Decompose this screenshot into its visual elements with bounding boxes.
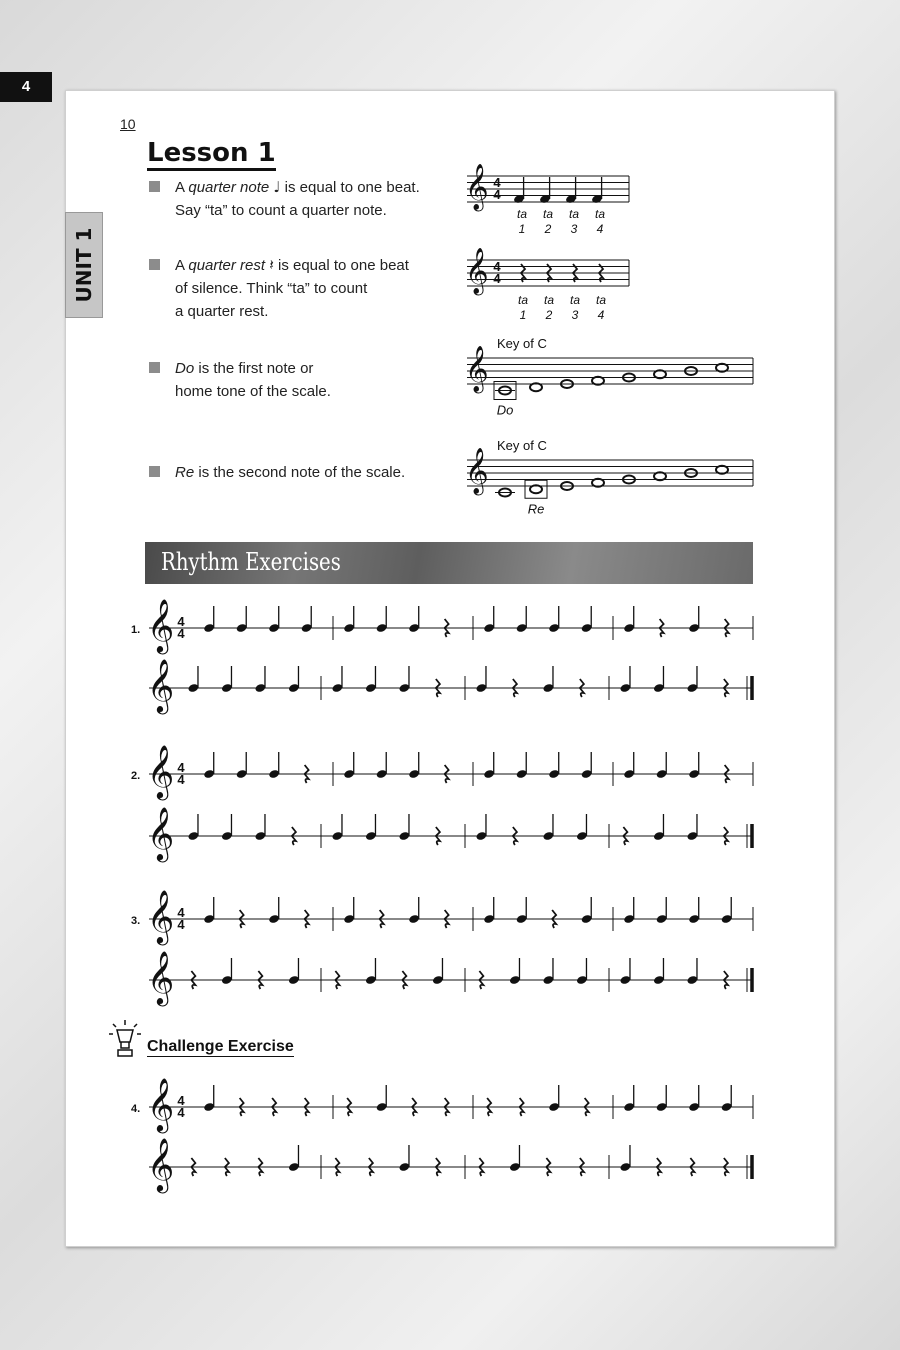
page-number: 10 bbox=[120, 116, 136, 132]
count-syllable: ta bbox=[517, 293, 529, 307]
treble-clef-icon: 𝄞 bbox=[147, 743, 175, 798]
term: quarter note bbox=[188, 179, 270, 196]
lesson-title: Lesson 1 bbox=[147, 138, 276, 171]
treble-clef-icon: 𝄞 bbox=[465, 164, 489, 211]
count-number: 4 bbox=[597, 308, 605, 322]
time-signature-top: 4 bbox=[177, 1093, 185, 1108]
treble-clef-icon: 𝄞 bbox=[147, 888, 175, 943]
music-notation bbox=[65, 90, 835, 1247]
section-title: Rhythm Exercises bbox=[161, 548, 341, 576]
count-syllable: ta bbox=[569, 293, 581, 307]
term: quarter rest bbox=[188, 257, 266, 274]
whole-note bbox=[530, 383, 542, 391]
key-label: Key of C bbox=[497, 438, 547, 453]
time-signature-bottom: 4 bbox=[177, 1105, 185, 1120]
count-number: 2 bbox=[544, 222, 552, 236]
exercise-number: 1. bbox=[131, 624, 141, 636]
time-signature-top: 4 bbox=[177, 905, 185, 920]
count-syllable: ta bbox=[516, 207, 528, 221]
count-number: 3 bbox=[570, 222, 578, 236]
time-signature-top: 4 bbox=[493, 175, 501, 190]
time-signature-bottom: 4 bbox=[493, 271, 501, 286]
time-signature-bottom: 4 bbox=[177, 917, 185, 932]
count-syllable: ta bbox=[595, 293, 607, 307]
bullet-do: Do is the first note or home tone of the scale. bbox=[149, 357, 449, 403]
treble-clef-icon: 𝄞 bbox=[147, 1076, 175, 1131]
time-signature-top: 4 bbox=[177, 760, 185, 775]
quarter-rest-icon: 𝄽 bbox=[269, 256, 274, 274]
scale-note-label: Re bbox=[527, 501, 545, 517]
count-number: 4 bbox=[596, 222, 604, 236]
time-signature-top: 4 bbox=[177, 614, 185, 629]
time-signature-bottom: 4 bbox=[177, 772, 185, 787]
treble-clef-icon: 𝄞 bbox=[465, 448, 489, 495]
treble-clef-icon: 𝄞 bbox=[147, 949, 175, 1004]
time-signature-bottom: 4 bbox=[493, 187, 501, 202]
key-label: Key of C bbox=[497, 336, 547, 351]
scale-note-label: Do bbox=[496, 402, 514, 418]
workbook-page bbox=[65, 90, 835, 1247]
bullet-quarter-rest: A quarter rest 𝄽 is equal to one beat of silence. Think “ta” to count a quarter rest. bbox=[149, 254, 449, 323]
time-signature-top: 4 bbox=[493, 259, 501, 274]
treble-clef-icon: 𝄞 bbox=[147, 597, 175, 652]
treble-clef-icon: 𝄞 bbox=[147, 805, 175, 860]
quarter-note-icon: ♩ bbox=[273, 178, 281, 196]
term: Re bbox=[175, 464, 195, 481]
count-number: 1 bbox=[519, 308, 527, 322]
count-number: 1 bbox=[518, 222, 526, 236]
count-number: 2 bbox=[545, 308, 553, 322]
exercise-number: 4. bbox=[131, 1103, 141, 1115]
count-number: 3 bbox=[571, 308, 579, 322]
time-signature-bottom: 4 bbox=[177, 626, 185, 641]
count-syllable: ta bbox=[568, 207, 580, 221]
bullet-re: Re is the second note of the scale. bbox=[149, 461, 449, 484]
bullet-quarter-note: A quarter note ♩ is equal to one beat. Say “ta” to count a quarter note. bbox=[149, 176, 449, 222]
exercise-number: 2. bbox=[131, 770, 141, 782]
count-syllable: ta bbox=[594, 207, 606, 221]
count-syllable: ta bbox=[543, 293, 555, 307]
highlight-box bbox=[525, 480, 547, 498]
whole-note bbox=[530, 485, 542, 493]
treble-clef-icon: 𝄞 bbox=[465, 346, 489, 393]
treble-clef-icon: 𝄞 bbox=[147, 657, 175, 712]
unit-label: UNIT 1 bbox=[72, 227, 96, 303]
corner-page-number: 4 bbox=[0, 72, 52, 102]
count-syllable: ta bbox=[542, 207, 554, 221]
term: Do bbox=[175, 360, 195, 377]
treble-clef-icon: 𝄞 bbox=[147, 1136, 175, 1191]
challenge-title: Challenge Exercise bbox=[147, 1038, 294, 1055]
treble-clef-icon: 𝄞 bbox=[465, 248, 489, 295]
exercise-number: 3. bbox=[131, 915, 141, 927]
